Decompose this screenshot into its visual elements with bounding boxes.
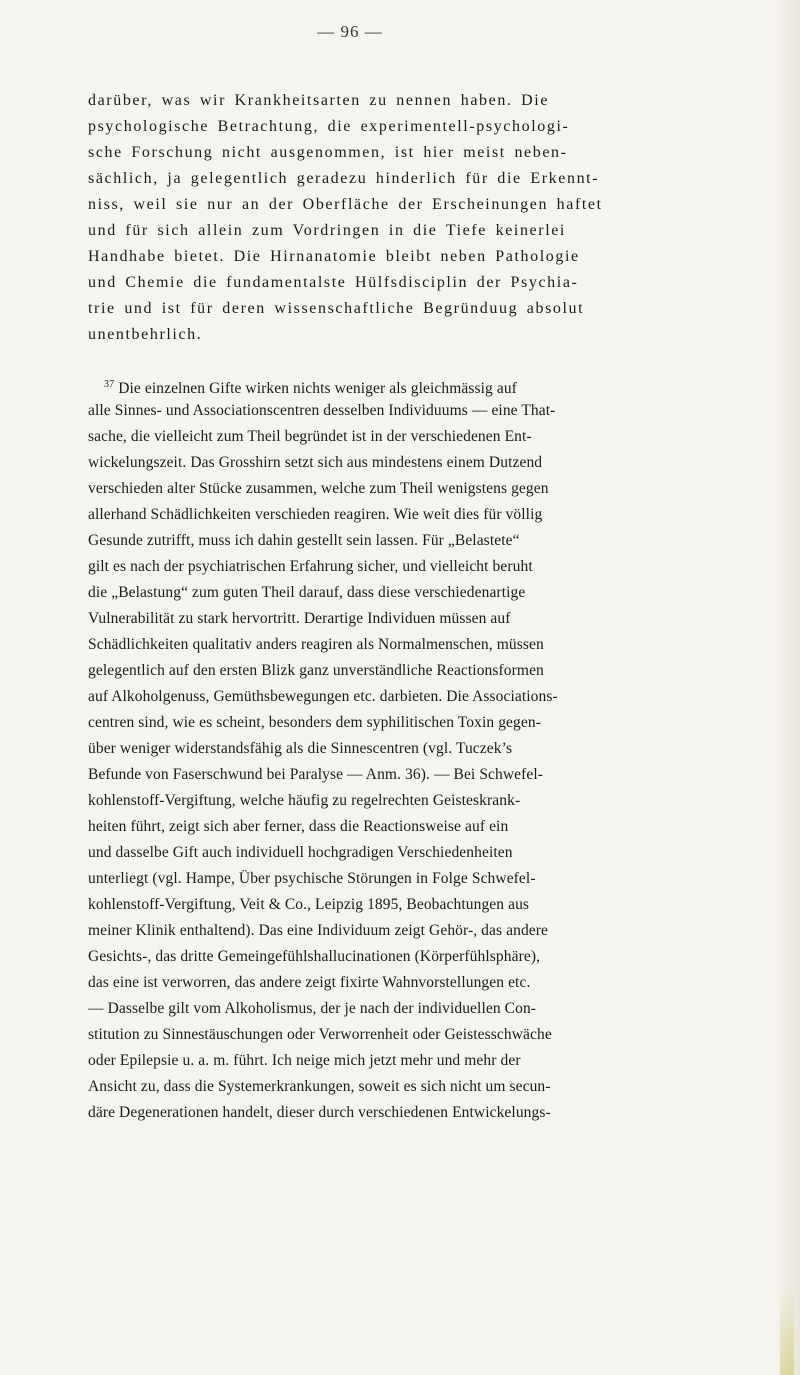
footnote-line: däre Degenerationen handelt, dieser durch verschiedenen Entwickelungs- — [88, 1104, 551, 1121]
footnote-line: Gesichts-, das dritte Gemeingefühlshallucinationen (Körperfühlsphäre), — [88, 948, 541, 965]
footnote-line: auf Alkoholgenuss, Gemüthsbewegungen etc. darbieten. Die Associations- — [88, 688, 558, 705]
paragraph-line: und Chemie die fundamentalste Hülfsdisciplin der Psychia- — [88, 274, 579, 291]
page-corner-stain — [780, 1285, 794, 1375]
footnote-line: Befunde von Faserschwund bei Paralyse — Anm. 36). — Bei Schwefel- — [88, 766, 544, 783]
paragraph-line: unentbehrlich. — [88, 326, 203, 343]
paragraph-line: psychologische Betrachtung, die experimentell-psychologi- — [88, 118, 570, 135]
footnote-line: kohlenstoff-Vergiftung, Veit & Co., Leipzig 1895, Beobachtungen aus — [88, 896, 530, 913]
paragraph-line: niss, weil sie nur an der Oberfläche der Erscheinungen haftet — [88, 196, 603, 213]
footnote-line: heiten führt, zeigt sich aber ferner, dass die Reactionsweise auf ein — [88, 818, 509, 835]
footnote-line: meiner Klinik enthaltend). Das eine Individuum zeigt Gehör-, das andere — [88, 922, 549, 939]
footnote-line: kohlenstoff-Vergiftung, welche häufig zu regelrechten Geisteskrank- — [88, 792, 521, 809]
footnote-line: unterliegt (vgl. Hampe, Über psychische Störungen in Folge Schwefel- — [88, 870, 536, 887]
footnote-line: Ansicht zu, dass die Systemerkrankungen, soweit es sich nicht um secun- — [88, 1078, 551, 1095]
paragraph-line: sche Forschung nicht ausgenommen, ist hier meist neben- — [88, 144, 568, 161]
paragraph-line: Handhabe bietet. Die Hirnanatomie bleibt neben Pathologie — [88, 248, 580, 265]
footnote-line: — Dasselbe gilt vom Alkoholismus, der je nach der individuellen Con- — [88, 1000, 537, 1017]
footnote-line: Vulnerabilität zu stark hervortritt. Derartige Individuen müssen auf — [88, 610, 511, 627]
footnote-first-line — [104, 372, 772, 398]
footnote-line: stitution zu Sinnestäuschungen oder Verworrenheit oder Geistesschwäche — [88, 1026, 552, 1043]
footnote-line: alle Sinnes- und Associationscentren desselben Individuums — eine That- — [88, 402, 556, 419]
footnote-line: Schädlichkeiten qualitativ anders reagiren als Normalmenschen, müssen — [88, 636, 544, 653]
paragraph-line: und für sich allein zum Vordringen in die Tiefe keinerlei — [88, 222, 566, 239]
footnote-line: oder Epilepsie u. a. m. führt. Ich neige mich jetzt mehr und mehr der — [88, 1052, 521, 1069]
footnote-line: sache, die vielleicht zum Theil begründet ist in der verschiedenen Ent- — [88, 428, 532, 445]
page-number: — 96 — — [317, 22, 383, 41]
footnote-line: centren sind, wie es scheint, besonders dem syphilitischen Toxin gegen- — [88, 714, 541, 731]
footnote-line: über weniger widerstandsfähig als die Sinnescentren (vgl. Tuczek’s — [88, 740, 513, 757]
footnote-line: gelegentlich auf den ersten Blizk ganz unverständliche Reactionsformen — [88, 662, 544, 679]
footnote-line: wickelungszeit. Das Grosshirn setzt sich aus mindestens einem Dutzend — [88, 454, 543, 471]
footnote-line: gilt es nach der psychiatrischen Erfahrung sicher, und vielleicht beruht — [88, 558, 533, 575]
paragraph-line: sächlich, ja gelegentlich geradezu hinderlich für die Erkennt- — [88, 170, 600, 187]
paragraph-line: darüber, was wir Krankheitsarten zu nennen haben. Die — [88, 92, 550, 109]
footnote-line: die „Belastung“ zum guten Theil darauf, dass diese verschiedenartige — [88, 584, 526, 601]
footnote-line: Gesunde zutrifft, muss ich dahin gestellt sein lassen. Für „Belastete“ — [88, 532, 520, 549]
footnote-marker: 37 — [104, 379, 115, 390]
footnote-line: das eine ist verworren, das andere zeigt fixirte Wahnvorstellungen etc. — [88, 974, 531, 991]
footnote-line: und dasselbe Gift auch individuell hochgradigen Verschiedenheiten — [88, 844, 513, 861]
footnote-line: allerhand Schädlichkeiten verschieden reagiren. Wie weit dies für völlig — [88, 506, 543, 523]
footnote-line: verschieden alter Stücke zusammen, welche zum Theil wenigstens gegen — [88, 480, 549, 497]
page-edge-shadow — [774, 0, 800, 1375]
footnote-line: Die einzelnen Gifte wirken nichts weniger als gleichmässig auf — [118, 380, 517, 397]
paragraph-line: trie und ist für deren wissenschaftliche Begründuug absolut — [88, 300, 585, 317]
